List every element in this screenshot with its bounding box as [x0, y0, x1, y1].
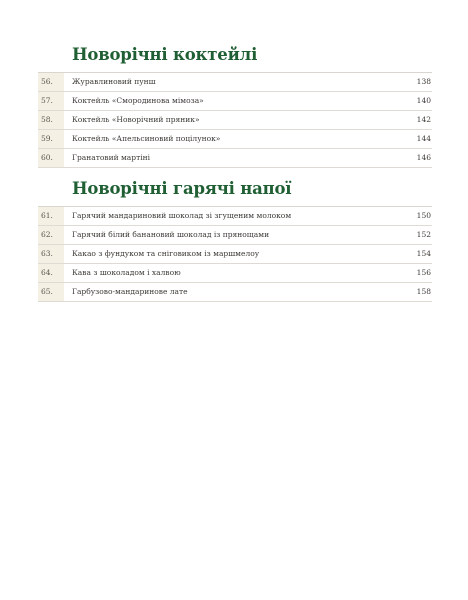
entry-title: Коктейль «Смородинова мімоза»: [72, 96, 204, 105]
entry-number: 57.: [38, 92, 64, 110]
entry-title: Журавлиновий пунш: [72, 77, 156, 86]
entry-page: 142: [416, 115, 431, 124]
toc-entry[interactable]: [38, 226, 432, 245]
entry-page: 138: [416, 77, 431, 86]
entry-title: Кава з шоколадом і халвою: [72, 268, 181, 277]
entry-number: 63.: [38, 245, 64, 263]
toc-entry[interactable]: [38, 283, 432, 302]
toc-section-cocktails: [38, 44, 432, 168]
section-title: Новорічні коктейлі: [72, 45, 258, 64]
entry-number: 64.: [38, 264, 64, 282]
toc-list: [38, 206, 432, 302]
section-title: Новорічні гарячі напої: [72, 179, 292, 198]
toc-entry[interactable]: [38, 73, 432, 92]
entry-title: Гарбузово-мандаринове лате: [72, 287, 188, 296]
entry-number: 65.: [38, 283, 64, 301]
entry-page: 150: [416, 211, 431, 220]
entry-page: 156: [416, 268, 431, 277]
toc-entry[interactable]: [38, 111, 432, 130]
entry-title: Коктейль «Новорічний пряник»: [72, 115, 200, 124]
entry-page: 146: [416, 153, 431, 162]
entry-page: 152: [416, 230, 431, 239]
entry-page: 154: [416, 249, 431, 258]
toc-entry[interactable]: [38, 130, 432, 149]
entry-title: Гранатовий мартіні: [72, 153, 151, 162]
entry-title: Коктейль «Апельсиновий поцілунок»: [72, 134, 221, 143]
entry-page: 140: [416, 96, 431, 105]
entry-number: 58.: [38, 111, 64, 129]
toc-entry[interactable]: [38, 149, 432, 168]
entry-number: 59.: [38, 130, 64, 148]
entry-page: 158: [416, 287, 431, 296]
entry-number: 56.: [38, 73, 64, 91]
toc-section-hot-drinks: [38, 178, 432, 302]
entry-page: 144: [416, 134, 431, 143]
entry-number: 61.: [38, 207, 64, 225]
toc-entry[interactable]: [38, 245, 432, 264]
entry-title: Какао з фундуком та сніговиком із маршмелоу: [72, 249, 260, 258]
entry-number: 60.: [38, 149, 64, 167]
toc-entry[interactable]: [38, 92, 432, 111]
toc-list: [38, 72, 432, 168]
toc-entry[interactable]: [38, 207, 432, 226]
entry-number: 62.: [38, 226, 64, 244]
toc-entry[interactable]: [38, 264, 432, 283]
entry-title: Гарячий білий банановий шоколад із прянощами: [72, 230, 270, 239]
entry-title: Гарячий мандариновий шоколад зі згущеним молоком: [72, 211, 292, 220]
